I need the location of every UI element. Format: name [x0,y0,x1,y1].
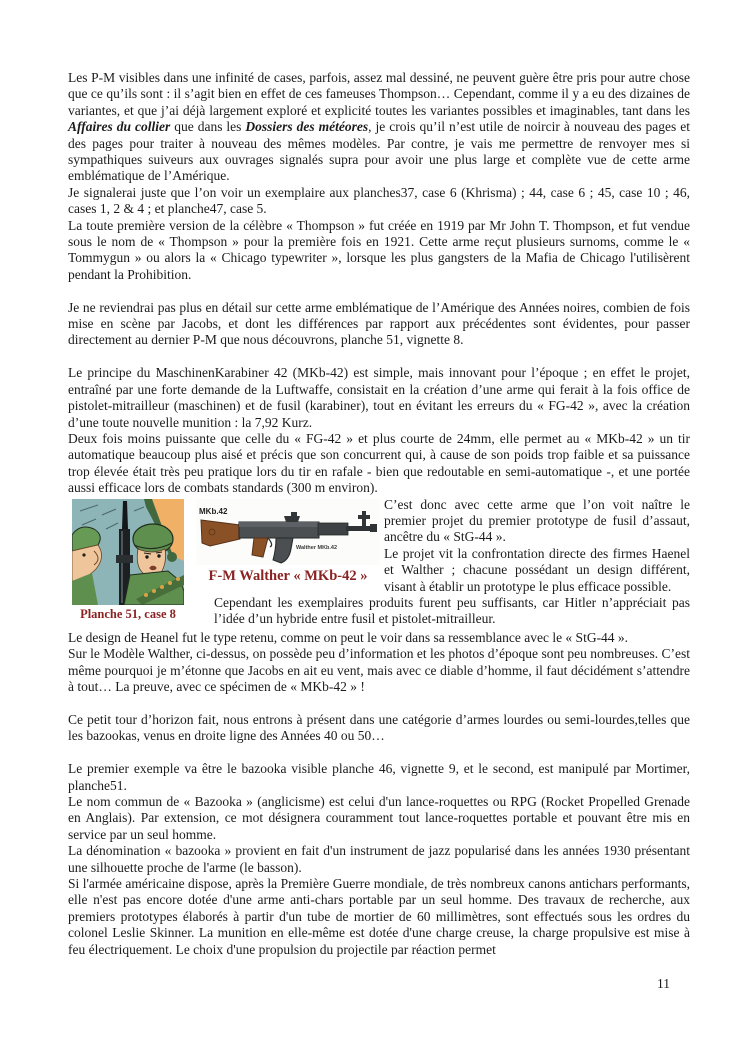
paragraph-us-army-research: Si l'armée américaine dispose, après la Première Guerre mondiale, de très nombreux canons antichars performants, elle n'est pas encore dotée d'une arme anti-chars portable par un seul homme. Des travaux de recherche, aux premiers prototypes élaborés à partir d'un tube de mortier de 60 millimètres, sont effectués sous les ordres du colonel Leslie Skinner. La munition en elle-même est dotée d'une charge creuse, la charge propulsive est mise à feu électriquement. Le choix d'une propulsion du projectile par réaction permet [68,876,690,957]
paragraph-haenel-walther: Le projet vit la confrontation directe des firmes Haenel et Walther ; chacune possédant un design différent, visant à établir un prototype le plus efficace possible. [384,545,690,594]
paragraph-heavy-weapons-intro: Ce petit tour d’horizon fait, nous entrons à présent dans une catégorie d’armes lourdes ou semi-lourdes,telles que les bazookas, venus en droite ligne des Années 40 ou 50… [68,711,690,744]
page-number: 11 [657,976,670,991]
rifle-label-on-photo: Walther MKb.42 [296,544,338,551]
rifle-label-top-left: MKb.42 [199,506,228,516]
rifle-photo-caption: F-M Walther « MKb-42 » [208,567,368,584]
p1-text-b: que dans les [170,119,246,135]
text-column-right-of-figures [384,497,690,595]
paragraph-planches-references: Je signalerai juste que l’on voir un exemplaire aux planches37, case 6 (Khrisma) ; 44, case 6 ; 45, case 10 ; 46, cases 1, 2 & 4 ; et planche47, case 5. [68,184,690,217]
paragraph-bazooka-examples: Le premier exemple va être le bazooka visible planche 46, vignette 9, et le second, est manipulé par Mortimer, planche51. [68,761,690,793]
p1-text-c: , je crois qu’il n’est utile de noircir à nouveau des pages et des pages pour traiter à nouveau des mêmes modèles. Par contre, je vais me permettre de renvoyer mes si sympathiques suiveurs aux ouvrages signalés supra pour avoir une plus large et complète vue de cette arme emblématique de l’Amérique. [68,119,691,184]
paragraph-walther-model: Sur le Modèle Walther, ci-dessus, on possède peu d’information et les photos d’époque sont peu nombreuses. C’est même pourquoi je m’étonne que Jacobs en ait eu vent, mais avec ce diable d’homme, il faut décidément s’attendre à tout… La preuve, avec ce spécimen de « MKb-42 » ! [68,646,690,695]
paragraph-mkb42-principle: Le principe du MaschinenKarabiner 42 (MKb-42) est simple, mais innovant pour l’époque ; en effet le projet, entraîné par une forte demande de la Luftwaffe, consistait en la création d’une arme qui ferait à la fois office de pistolet-mitrailleur (maschinen) et de fusil (karabiner), tout en évitant les erreurs du « FG-42 », avec la création d’une toute nouvelle munition : la 7,92 Kurz. [68,365,690,430]
book-title-dossiers-des-meteores: Dossiers des météores [245,119,369,135]
figure-rifle-photo [196,499,380,584]
figure-comic-panel [72,499,184,622]
paragraph-heanel-design: Le design de Heanel fut le type retenu, comme on peut le voir dans sa ressemblance avec le « StG-44 ». [68,629,629,645]
paragraph-mkb42-comparison: Deux fois moins puissante que celle du « FG-42 » et plus courte de 24mm, elle permet au « MKb-42 » un tir automatique beaucoup plus aisé et précis que son concurrent qui, à cause de son poids trop faible et sa puissance trop élevée était très peu pratique lors du tir en rafale - bien que redoutable en semi-automatique -, et une portée aussi efficace lors de combats standards (300 m environ). [68,430,690,496]
paragraph-thompson-history: La toute première version de la célèbre « Thompson » fut créée en 1919 par Mr John T. Thompson, et fut vendue sous le nom de « Thompson » pour la première fois en 1921. Cette arme reçut plusieurs surnoms, comme le « Tommygun » ou alors la « Chicago typewriter », lorsque les plus gangsters de la Mafia de Chicago l'utilisèrent pendant la Prohibition. [68,217,690,282]
rifle-photo-illustration [196,499,380,565]
book-title-affaires-du-collier: Affaires du collier [68,119,171,135]
p1-text-a: Les P-M visibles dans une infinité de cases, parfois, assez mal dessiné, ne peuvent guère être pris pour autre chose que ce qu’ils sont : il s’agit bien en effet de ces fameuses Thompson… Cependant, comme il y a eu des dizaines de variantes, et que j’ai déjà largement exploré et explicité toutes les variantes possibles et imaginables, tant dans les [68,70,690,118]
text-beside-comic [196,595,690,628]
paragraph-jacobs-transition: Je ne reviendrai pas plus en détail sur cette arme emblématique de l’Amérique des Années noires, combien de fois mise en scène par Jacobs, et dont les différences par rapport aux précédentes sont évidentes, pour passer directement au dernier P-M que nous découvrons, planche 51, vignette 8. [68,299,690,348]
paragraph-thompson-intro [68,70,690,185]
paragraph-bazooka-definition: Le nom commun de « Bazooka » (anglicisme) est celui d'un lance-roquettes ou RPG (Rocket Propelled Grenade en Anglais). Par extension, ce mot désignera couramment tout lance-roquettes portable et pouvant être mis en service par un seul homme. [68,793,690,842]
paragraph-stg44-birth: C’est donc avec cette arme que l’on voit naître le premier projet du premier prototype de fusil d’assaut, ancêtre du « StG-44 ». [384,496,690,545]
paragraph-hitler-hybrid: Cependant les exemplaires produits furent peu suffisants, car Hitler n’appréciait pas l’idée d’un hybride entre fusil et pistolet-mitrailleur. [214,594,690,627]
comic-panel-illustration [72,499,184,605]
comic-panel-caption: Planche 51, case 8 [80,606,176,621]
figures-and-wrapped-text [68,497,690,630]
paragraph-bazooka-jazz: La dénomination « bazooka » provient en fait d'un instrument de jazz popularisé dans les années 1930 présentant une silhouette proche de l'arme (le basson). [68,843,690,875]
